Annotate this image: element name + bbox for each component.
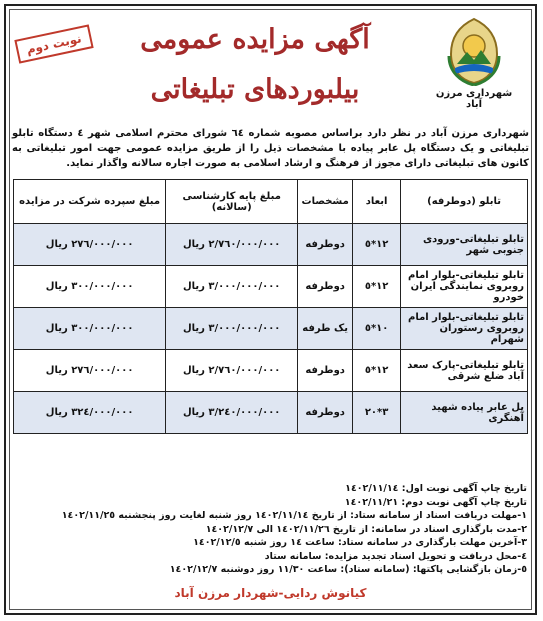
- submission-location: ٤-محل دریافت و تحویل اسناد تجدید مزایده: سامانه ستاد: [264, 550, 527, 562]
- cell-dim: ١٠*٥: [353, 308, 401, 350]
- cell-spec: دوطرفه: [298, 224, 353, 266]
- document-receipt-deadline: ١-مهلت دریافت اسناد از سامانه ستاد: از تاریخ ١٤٠٢/١١/١٤ روز شنبه لغایت روز پنجشنبه ١٤٠٢/١١/٢٥: [61, 510, 527, 521]
- table-row: [14, 266, 528, 308]
- cell-name: پل عابر پیاده شهید آهنگری: [401, 392, 528, 434]
- cell-base: ٢/٧٦٠/٠٠٠/٠٠٠ ریال: [166, 350, 298, 392]
- header-deposit: مبلغ سپرده شرکت در مزایده: [14, 180, 166, 224]
- emblem-icon: [443, 16, 505, 86]
- cell-spec: دوطرفه: [298, 392, 353, 434]
- header-base-price: مبلغ پایه کارشناسی (سالانه): [166, 180, 298, 224]
- cell-base: ٢/٧٦٠/٠٠٠/٠٠٠ ریال: [166, 224, 298, 266]
- header-dim: ابعاد: [353, 180, 401, 224]
- cell-spec: دوطرفه: [298, 350, 353, 392]
- cell-name: تابلو تبلیغاتی-بلوار امام روبروی رستوران شهرام: [401, 308, 528, 350]
- second-print-date: تاریخ چاپ آگهی نوبت دوم: ١٤٠٢/١١/٢١: [344, 496, 527, 508]
- table-row: [14, 392, 528, 434]
- header-name: تابلو (دوطرفه): [401, 180, 528, 224]
- first-print-date: تاریخ چاپ آگهی نوبت اول: ١٤٠٢/١١/١٤: [345, 483, 527, 494]
- cell-base: ٣/٢٤٠/٠٠٠/٠٠٠ ریال: [166, 392, 298, 434]
- signature: کیانوش ردایی-شهردار مرزن آباد: [174, 586, 367, 600]
- cell-name: تابلو تبلیغاتی-بلوار امام روبروی نمایندگی ایران خودرو: [401, 266, 528, 308]
- logo-caption: شهرداری مرزن آباد: [435, 88, 513, 110]
- upload-deadline: ٣-آخرین مهلت بارگذاری در سامانه ستاد: ساعت ١٤ روز شنبه ١٤٠٢/١٢/٥: [193, 537, 527, 548]
- opening-time: ٥-زمان بازگشایی پاکتها: (سامانه ستاد): ساعت ١١/٣٠ روز دوشنبه ١٤٠٢/١٢/٧: [169, 564, 527, 575]
- upload-period: ٢-مدت بارگذاری اسناد در سامانه: از تاریخ ١٤٠٢/١١/٢٦ الی ١٤٠٢/١٢/٧: [205, 523, 527, 535]
- table-header-row: [14, 180, 528, 224]
- cell-dim: ١٢*٥: [353, 266, 401, 308]
- cell-spec: یک طرفه: [298, 308, 353, 350]
- cell-deposit: ٣٠٠/٠٠٠/٠٠٠ ریال: [14, 308, 166, 350]
- cell-deposit: ٣٠٠/٠٠٠/٠٠٠ ریال: [14, 266, 166, 308]
- cell-deposit: ٣٢٤/٠٠٠/٠٠٠ ریال: [14, 392, 166, 434]
- cell-dim: ١٢*٥: [353, 224, 401, 266]
- cell-dim: ١٢*٥: [353, 350, 401, 392]
- items-table: [13, 179, 528, 434]
- table-row: [14, 224, 528, 266]
- cell-name: تابلو تبلیغاتی-پارک سعد آباد ضلع شرقی: [401, 350, 528, 392]
- title-line-2: بیلبوردهای تبلیغاتی: [150, 74, 360, 105]
- table-row: [14, 350, 528, 392]
- title-line-1: آگهی مزایده عمومی: [140, 24, 370, 55]
- header-spec: مشخصات: [298, 180, 353, 224]
- cell-spec: دوطرفه: [298, 266, 353, 308]
- cell-base: ٣/٠٠٠/٠٠٠/٠٠٠ ریال: [166, 266, 298, 308]
- round-badge: نوبت دوم: [14, 24, 93, 63]
- cell-deposit: ٢٧٦/٠٠٠/٠٠٠ ریال: [14, 350, 166, 392]
- header: [6, 6, 535, 124]
- intro-paragraph: شهرداری مرزن آباد در نظر دارد براساس مصوبه شماره ٦٤ شورای محترم اسلامی شهر ٤ دستگاه تابلو تبلیغاتی و یک دستگاه پل عابر پیاده با مشخصات ذیل را از طریق مزایده عمومی جهت امور تبلیغاتی به کانون های تبلیغاتی دارای مجوز از فرهنگ و ارشاد اسلامی به صورت اجاره سالانه واگذار نماید.: [12, 128, 529, 169]
- cell-name: تابلو تبلیغاتی-ورودی جنوبی شهر: [401, 224, 528, 266]
- announcement-frame: [4, 4, 537, 615]
- cell-deposit: ٢٧٦/٠٠٠/٠٠٠ ریال: [14, 224, 166, 266]
- cell-dim: ٣*٢٠: [353, 392, 401, 434]
- cell-base: ٣/٠٠٠/٠٠٠/٠٠٠ ریال: [166, 308, 298, 350]
- table-row: [14, 308, 528, 350]
- footer-details: [14, 482, 527, 577]
- municipality-logo: [429, 16, 519, 124]
